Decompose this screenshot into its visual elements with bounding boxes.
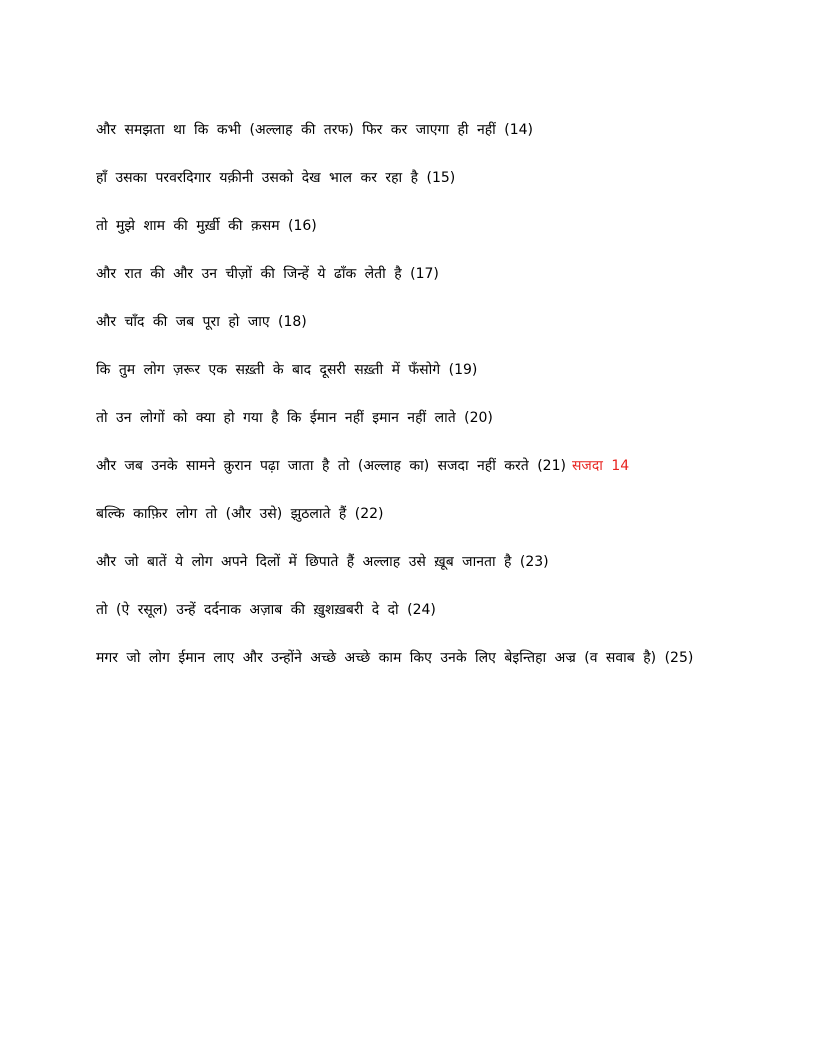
document-page — [96, 118, 702, 694]
verse-text: तो मुझे शाम की मुर्ख़ी की क़सम (16) — [96, 218, 317, 234]
verse-text: बल्कि काफ़िर लोग तो (और उसे) झुठलाते हैं (22) — [96, 506, 384, 522]
verse-25 — [96, 646, 702, 670]
verse-text: तो उन लोगों को क्या हो गया है कि ईमान नहीं इमान नहीं लाते (20) — [96, 410, 493, 426]
verse-20 — [96, 406, 702, 430]
verse-14 — [96, 118, 702, 142]
verse-text: और जो बातें ये लोग अपने दिलों में छिपाते हैं अल्लाह उसे ख़ूब जानता है (23) — [96, 554, 549, 570]
verse-23 — [96, 550, 702, 574]
verse-text: और रात की और उन चीज़ों की जिन्हें ये ढाँक लेती है (17) — [96, 266, 439, 282]
verse-text: हाँ उसका परवरदिगार यक़ीनी उसको देख भाल कर रहा है (15) — [96, 170, 456, 186]
verse-text: और समझता था कि कभी (अल्लाह की तरफ) फिर कर जाएगा ही नहीं (14) — [96, 122, 533, 138]
verse-19 — [96, 358, 702, 382]
verse-text: और चाँद की जब पूरा हो जाए (18) — [96, 314, 307, 330]
verse-24 — [96, 598, 702, 622]
verse-text: तो (ऐ रसूल) उन्हें दर्दनाक अज़ाब की ख़ुशख़बरी दे दो (24) — [96, 602, 436, 618]
verse-18 — [96, 310, 702, 334]
verse-15 — [96, 166, 702, 190]
verse-21 — [96, 454, 702, 478]
verse-text: कि तुम लोग ज़रूर एक सख़्ती के बाद दूसरी सख़्ती में फँसोगे (19) — [96, 362, 478, 378]
sajda-marker: सजदा 14 — [571, 458, 630, 474]
verse-16 — [96, 214, 702, 238]
verse-17 — [96, 262, 702, 286]
verse-text: मगर जो लोग ईमान लाए और उन्होंने अच्छे अच्छे काम किए उनके लिए बेइन्तिहा अज्र (व सवाब है) (25) — [96, 650, 694, 666]
verse-22 — [96, 502, 702, 526]
verse-text: और जब उनके सामने क़ुरान पढ़ा जाता है तो (अल्लाह का) सजदा नहीं करते (21) — [96, 458, 566, 474]
